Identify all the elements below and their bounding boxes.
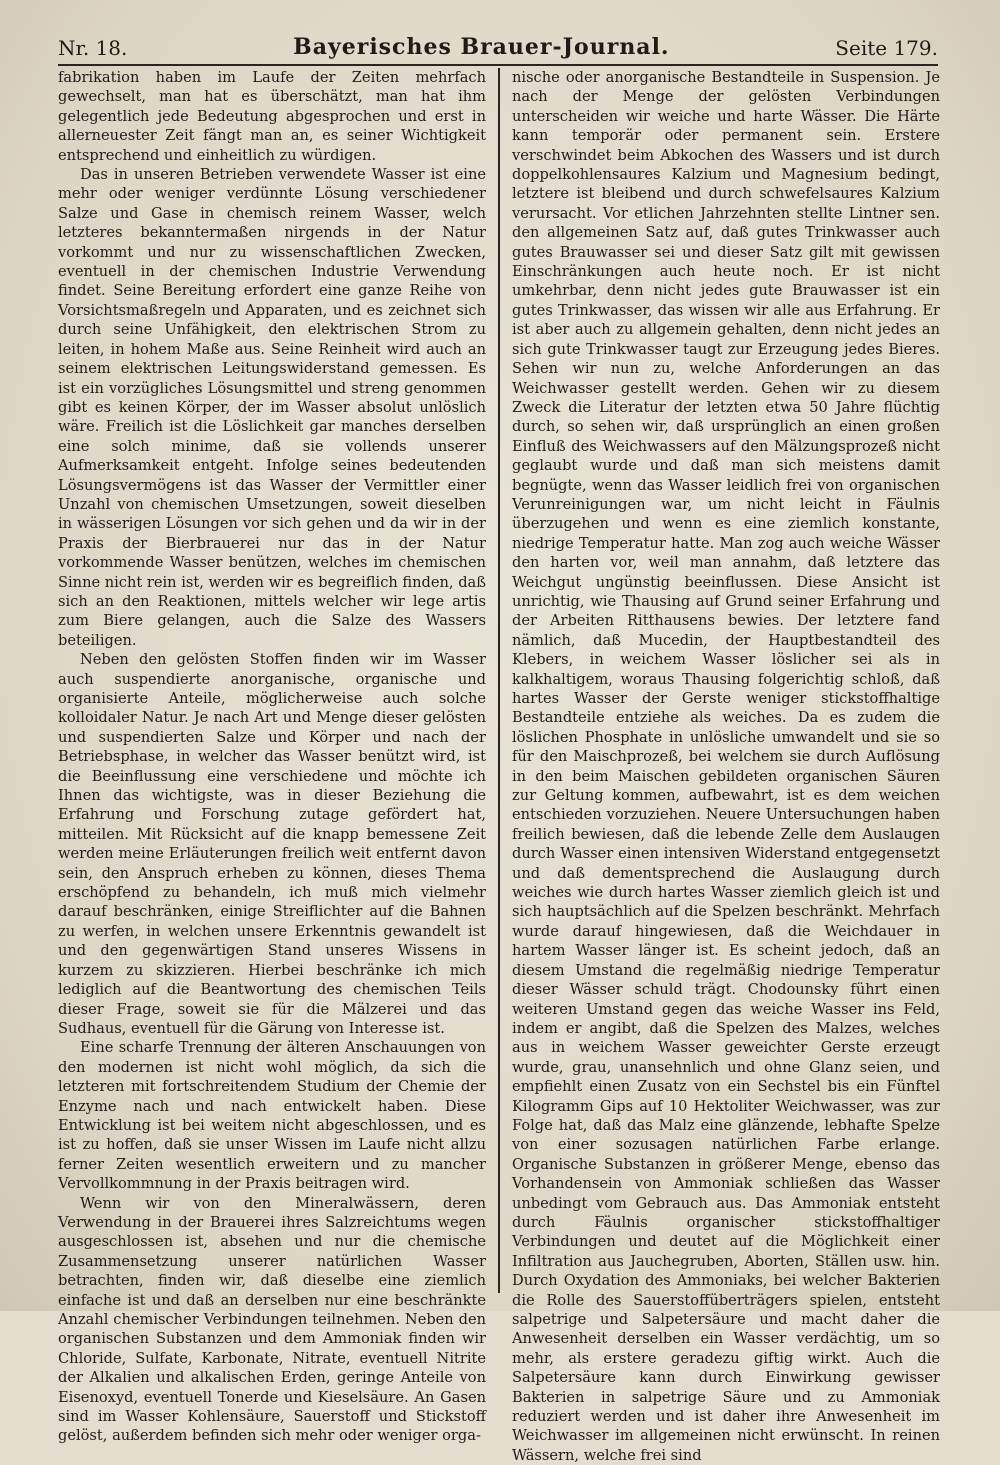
paragraph: Wenn wir von den Mineralwässern, deren Verwendung in der Brauerei ihres Salzreichtums wegen ausgeschlossen ist, absehen und nur die chemische Zusammensetzung unserer natürlichen Wasser betrachten, finden wir, daß dieselbe eine ziemlich einfache ist und daß an derselben nur eine beschränkte Anzahl chemischer Verbindungen teilnehmen. Neben den organischen Substanzen und dem Ammoniak finden wir Chloride, Sulfate, Karbonate, Nitrate, eventuell Nitrite der Alkalien und alkalischen Erden, geringe Anteile von Eisenoxyd, eventuell Tonerde und Kieselsäure. An Gasen sind im Wasser Kohlensäure, Sauerstoff und Stickstoff gelöst, außerdem befinden sich mehr oder weniger orga- <box>58 1194 486 1445</box>
paragraph: Das in unseren Betrieben verwendete Wasser ist eine mehr oder weniger verdünnte Lösung verschiedener Salze und Gase in chemisch reinem Wasser, welch letzteres bekanntermaßen nirgends in der Natur vorkommt und nur zu wissenschaftlichen Zwecken, eventuell in der chemischen Industrie Verwendung findet. Seine Bereitung erfordert eine ganze Reihe von Vorsichtsmaßregeln und Apparaten, und es zeichnet sich durch seine Unfähigkeit, den elektrischen Strom zu leiten, in hohem Maße aus. Seine Reinheit wird auch an seinem elektrischen Leitungswiderstand gemessen. Es ist ein vorzügliches Lösungsmittel und streng genommen gibt es keinen Körper, der im Wasser absolut unlöslich wäre. Freilich ist die Löslichkeit gar manches derselben eine solch minime, daß sie vollends unserer Aufmerksamkeit entgeht. Infolge seines bedeutenden Lösungsvermögens ist das Wasser der Vermittler einer Unzahl von chemischen Umsetzungen, soweit dieselben in wässerigen Lösungen vor sich gehen und da wir in der Praxis der Bierbrauerei nur das in der Natur vorkommende Wasser benützen, welches im chemischen Sinne nicht rein ist, werden wir es begreiflich finden, daß sich an den Reaktionen, mittels welcher wir lege artis zum Biere gelangen, auch die Salze des Wassers beteiligen. <box>58 166 486 649</box>
issue-number: Nr. 18. <box>58 36 128 60</box>
journal-title: Bayerisches Brauer-Journal. <box>293 34 670 60</box>
text-columns <box>58 68 940 1464</box>
paragraph: Neben den gelösten Stoffen finden wir im Wasser auch suspendierte anorganische, organische und organisierte Anteile, möglicherweise auch solche kolloidaler Natur. Je nach Art und Menge dieser gelösten und suspendierten Salze und Körper und nach der Betriebsphase, in welcher das Wasser benützt wird, ist die Beeinflussung eine verschiedene und möchte ich Ihnen das wichtigste, was in dieser Beziehung die Erfahrung und Forschung zutage gefördert hat, mitteilen. Mit Rücksicht auf die knapp bemessene Zeit werden meine Erläuterungen freilich weit entfernt davon sein, den Anspruch erheben zu können, dieses Thema erschöpfend zu behandeln, ich muß mich vielmehr darauf beschränken, einige Streiflichter auf die Bahnen zu werfen, in welchen unsere Erkenntnis gewandelt ist und den gegenwärtigen Stand unseres Wissens in kurzem zu skizzieren. Hierbei beschränke ich mich lediglich auf die Beantwortung des chemischen Teils dieser Frage, soweit sie für die Mälzerei und das Sudhaus, eventuell für die Gärung von Interesse ist. <box>58 651 486 1037</box>
page-number: Seite 179. <box>835 36 938 60</box>
right-column <box>512 68 940 1464</box>
paragraph: fabrikation haben im Laufe der Zeiten mehrfach gewechselt, man hat es überschätzt, man hat ihm gelegentlich jede Bedeutung abgesprochen und erst in allerneuester Zeit fängt man an, es seiner Wichtigkeit entsprechend und einheitlich zu würdigen. <box>58 69 486 164</box>
column-divider <box>498 68 500 1293</box>
left-column <box>58 68 486 1445</box>
page-header <box>58 30 938 66</box>
paragraph: nische oder anorganische Bestandteile in Suspension. Je nach der Menge der gelösten Verbindungen unterscheiden wir weiche und harte Wässer. Die Härte kann temporär oder permanent sein. Erstere verschwindet beim Abkochen des Wassers und ist durch doppelkohlensaures Kalzium und Magnesium bedingt, letztere ist bleibend und durch schwefelsaures Kalzium verursacht. Vor etlichen Jahrzehnten stellte Lintner sen. den allgemeinen Satz auf, daß gutes Trinkwasser auch gutes Brauwasser sei und dieser Satz gilt mit gewissen Einschränkungen auch heute noch. Er ist nicht umkehrbar, denn nicht jedes gute Brauwasser ist ein gutes Trinkwasser, das wissen wir alle aus Erfahrung. Er ist aber auch zu allgemein gehalten, denn nicht jedes an sich gute Trinkwasser taugt zur Erzeugung jedes Bieres. Sehen wir nun zu, welche Anforderungen an das Weichwasser gestellt werden. Gehen wir zu diesem Zweck die Literatur der letzten etwa 50 Jahre flüchtig durch, so sehen wir, daß ursprünglich an einen großen Einfluß des Weichwassers auf den Mälzungsprozeß nicht geglaubt wurde und daß man sich meistens damit begnügte, wenn das Wasser leidlich frei von organischen Verunreinigungen war, um nicht leicht in Fäulnis überzugehen und wenn es eine ziemlich konstante, niedrige Temperatur hatte. Man zog auch weiche Wässer den harten vor, weil man annahm, daß letztere das Weichgut ungünstig beeinflussen. Diese Ansicht ist unrichtig, wie Thausing auf Grund seiner Erfahrung und der Arbeiten Ritthausens bewies. Der letztere fand nämlich, daß Mucedin, der Hauptbestandteil des Klebers, in weichem Wasser löslicher sei als in kalkhaltigem, woraus Thausing folgerichtig schloß, daß hartes Wasser der Gerste weniger stickstoffhaltige Bestandteile entziehe als weiches. Da es zudem die löslichen Phosphate in unlösliche umwandelt und sie so für den Maischprozeß, bei welchem sie durch Auflösung in den beim Maischen gebildeten organischen Säuren zur Geltung kommen, aufbewahrt, ist es dem weichen entschieden vorzuziehen. Neuere Untersuchungen haben freilich bewiesen, daß die lebende Zelle dem Auslaugen durch Wasser einen intensiven Widerstand entgegensetzt und daß dementsprechend die Auslaugung durch weiches wie durch hartes Wasser ziemlich gleich ist und sich hauptsächlich auf die Spelzen beschränkt. Mehrfach wurde darauf hingewiesen, daß die Weichdauer in hartem Wasser länger ist. Es scheint jedoch, daß an diesem Umstand die regelmäßig niedrige Temperatur dieser Wässer schuld trägt. Chodounsky führt einen weiteren Umstand gegen das weiche Wasser ins Feld, indem er angibt, daß die Spelzen des Malzes, welches aus in weichem Wasser geweichter Gerste erzeugt wurde, grau, unansehnlich und ohne Glanz seien, und empfiehlt einen Zusatz von ein Sechstel bis ein Fünftel Kilogramm Gips auf 10 Hektoliter Weichwasser, was zur Folge hat, daß das Malz eine glänzende, lebhafte Spelze von einer sozusagen natürlichen Farbe erlange. Organische Substanzen in größerer Menge, ebenso das Vorhandensein von Ammoniak schließen das Wasser unbedingt vom Gebrauch aus. Das Ammoniak entsteht durch Fäulnis organischer stickstoffhaltiger Verbindungen und deutet auf die Möglichkeit einer Infiltration aus Jauchegruben, Aborten, Ställen usw. hin. Durch Oxydation des Ammoniaks, bei welcher Bakterien die Rolle des Sauerstoffüberträgers spielen, entsteht salpetrige und Salpetersäure und macht daher die Anwesenheit derselben ein Wasser verdächtig, um so mehr, als erstere geradezu giftig wirkt. Auch die Salpetersäure kann durch Einwirkung gewisser Bakterien in salpetrige Säure und zu Ammoniak reduziert werden und ist daher ihre Anwesenheit im Weichwasser im allgemeinen nicht erwünscht. In reinen Wässern, welche frei sind <box>512 69 940 1464</box>
paragraph: Eine scharfe Trennung der älteren Anschauungen von den modernen ist nicht wohl möglich, da sich die letzteren mit fortschreitendem Studium der Chemie der Enzyme nach und nach entwickelt haben. Diese Entwicklung ist bei weitem nicht abgeschlossen, und es ist zu hoffen, daß sie unser Wissen im Laufe nicht allzu ferner Zeiten wesentlich erweitern und zu mancher Vervollkommnung in der Praxis beitragen wird. <box>58 1039 486 1193</box>
